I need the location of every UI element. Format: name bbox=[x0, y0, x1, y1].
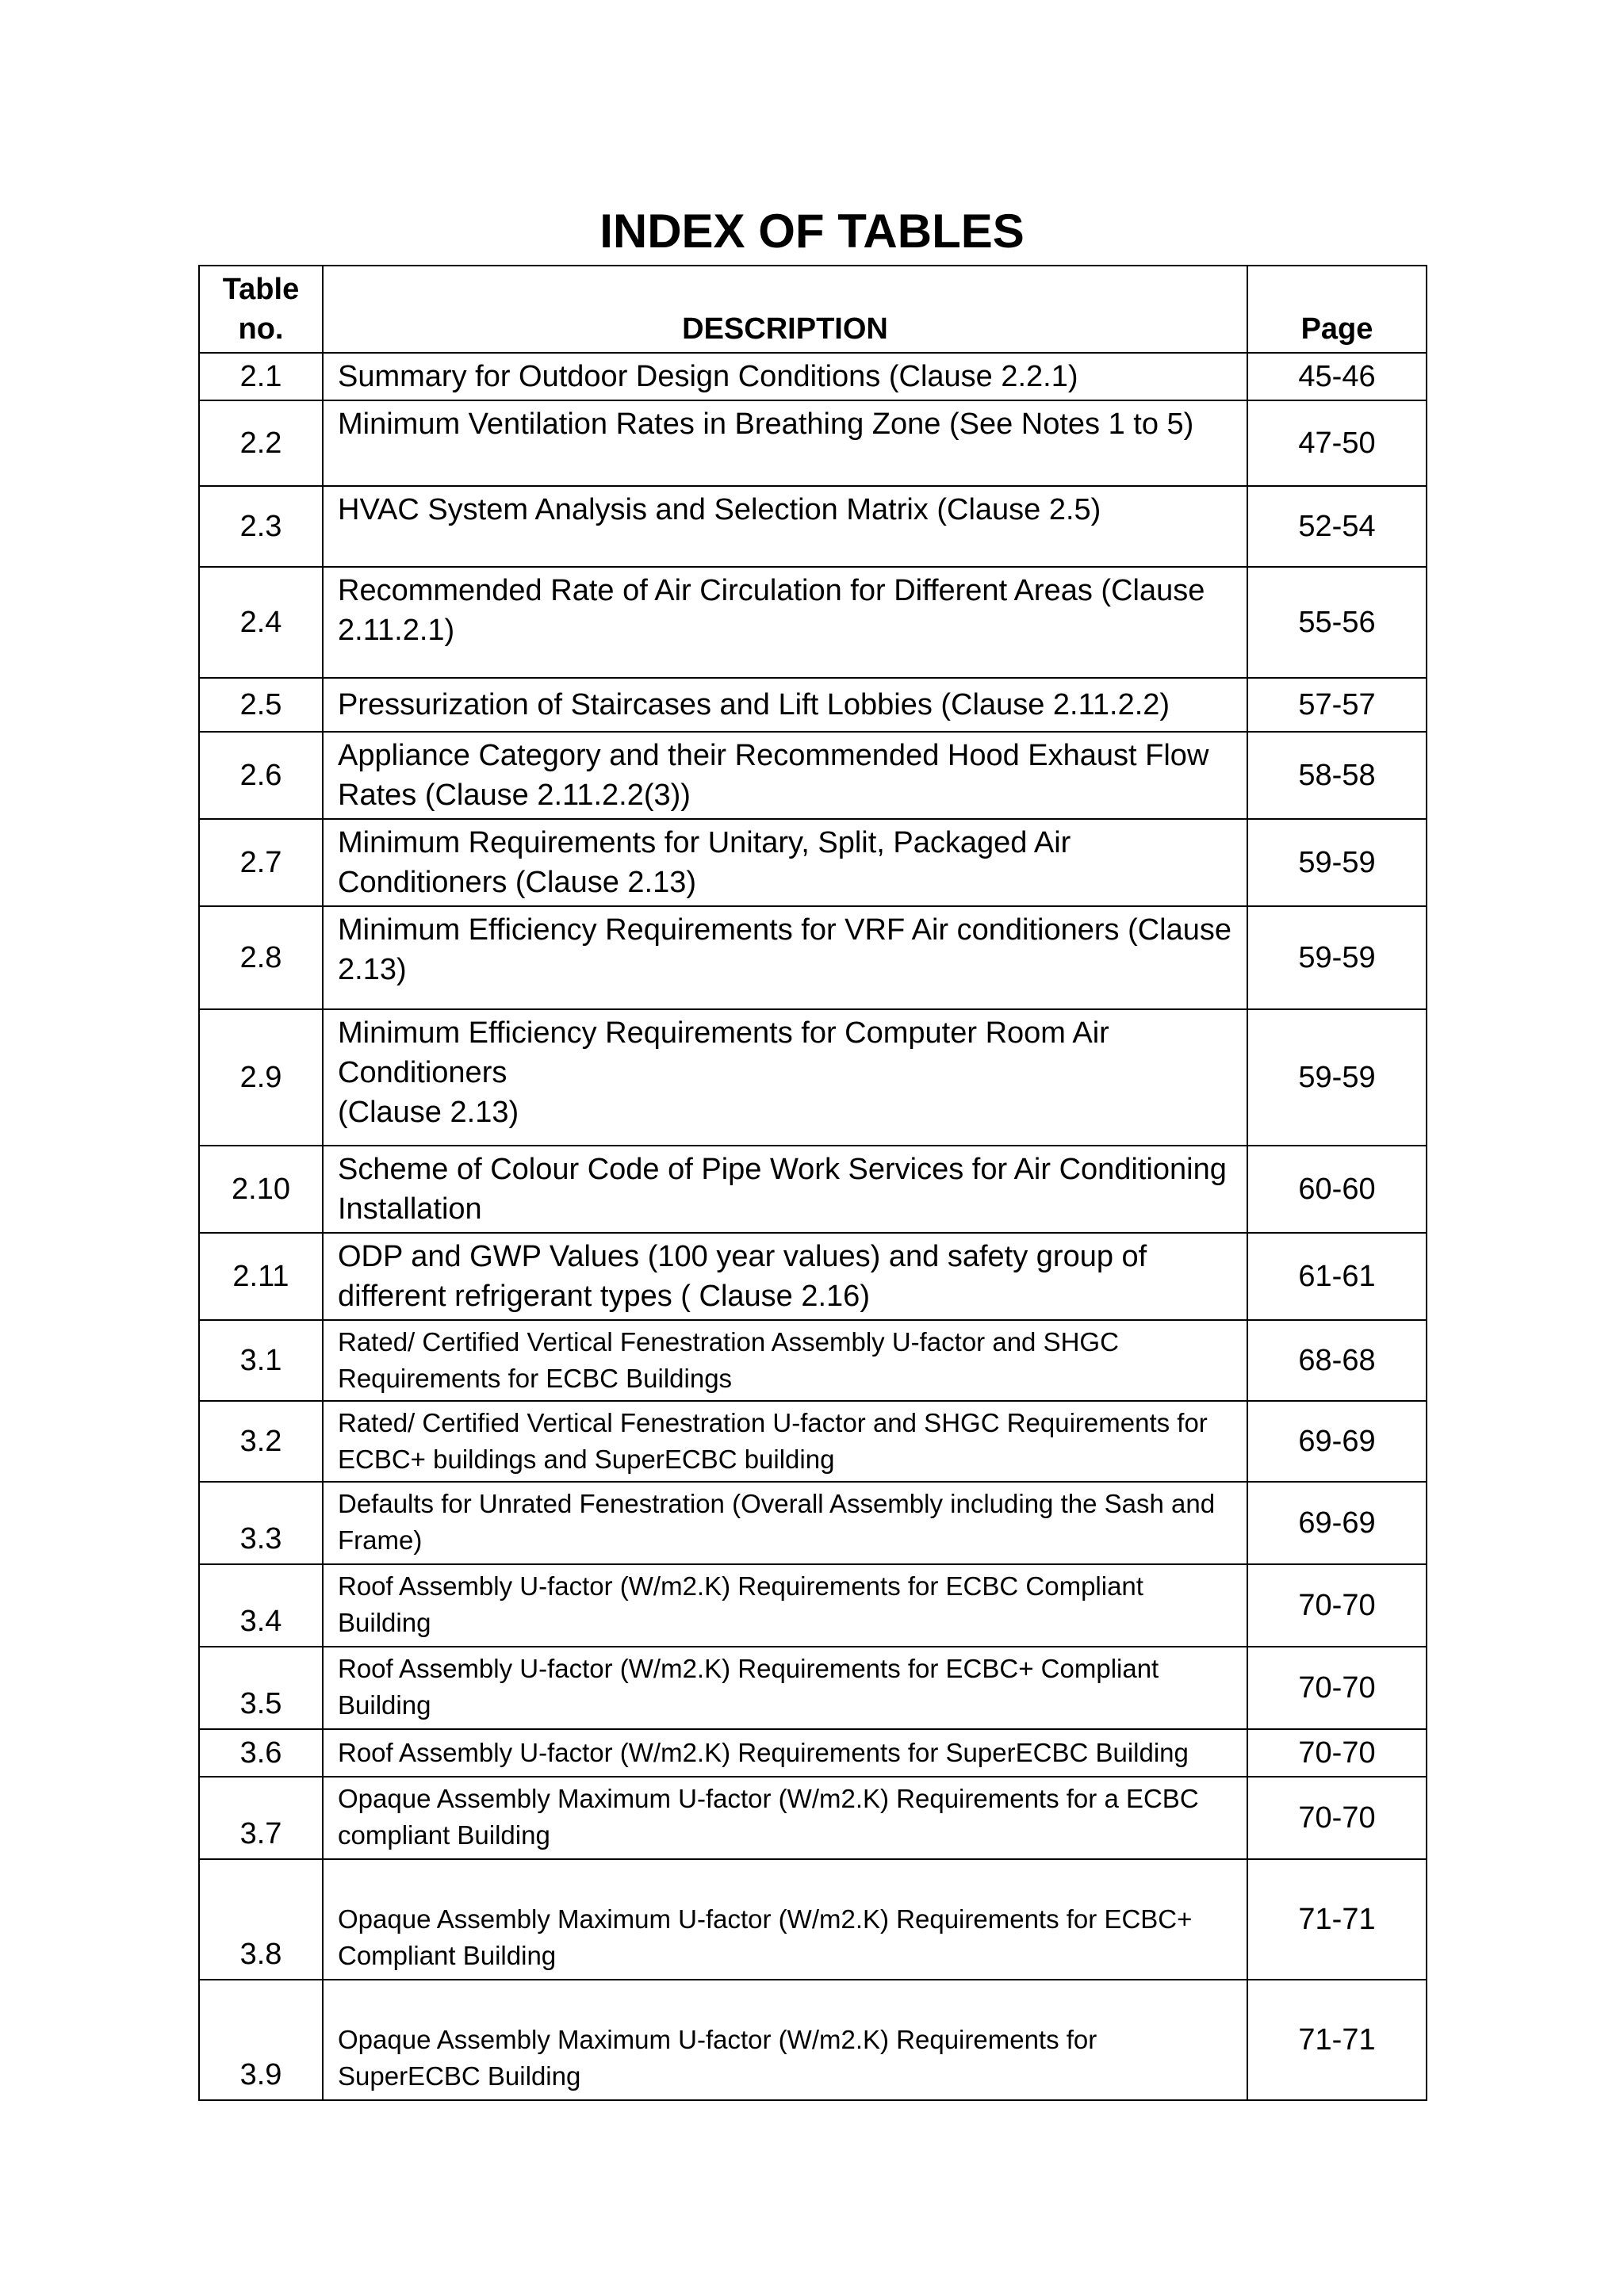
table-description: Rated/ Certified Vertical Fenestration Assembly U-factor and SHGC Requirements for ECBC Buildings bbox=[323, 1320, 1247, 1401]
page-range: 59-59 bbox=[1247, 819, 1427, 906]
table-row bbox=[199, 1647, 1427, 1729]
page-range: 71-71 bbox=[1247, 1859, 1427, 1980]
table-number: 3.7 bbox=[199, 1777, 323, 1859]
table-number: 3.1 bbox=[199, 1320, 323, 1401]
table-number: 3.9 bbox=[199, 1980, 323, 2100]
page-range: 68-68 bbox=[1247, 1320, 1427, 1401]
header-description: DESCRIPTION bbox=[323, 266, 1247, 353]
table-row bbox=[199, 1320, 1427, 1401]
page-range: 71-71 bbox=[1247, 1980, 1427, 2100]
table-number: 2.2 bbox=[199, 400, 323, 486]
table-description: Appliance Category and their Recommended Hood Exhaust Flow Rates (Clause 2.11.2.2(3)) bbox=[323, 732, 1247, 819]
table-number: 3.6 bbox=[199, 1729, 323, 1777]
table-description: Roof Assembly U-factor (W/m2.K) Requirements for ECBC Compliant Building bbox=[323, 1564, 1247, 1647]
page-title: INDEX OF TABLES bbox=[599, 205, 1025, 258]
header-table-no: Table no. bbox=[199, 266, 323, 353]
page-range: 45-46 bbox=[1247, 353, 1427, 400]
table-description: Minimum Requirements for Unitary, Split, Packaged Air Conditioners (Clause 2.13) bbox=[323, 819, 1247, 906]
table-row bbox=[199, 1482, 1427, 1564]
table-row bbox=[199, 1777, 1427, 1859]
table-number: 3.5 bbox=[199, 1647, 323, 1729]
table-description: Pressurization of Staircases and Lift Lobbies (Clause 2.11.2.2) bbox=[323, 678, 1247, 732]
table-number: 2.1 bbox=[199, 353, 323, 400]
table-description: Opaque Assembly Maximum U-factor (W/m2.K) Requirements for SuperECBC Building bbox=[323, 1980, 1247, 2100]
page-range: 47-50 bbox=[1247, 400, 1427, 486]
table-description: Roof Assembly U-factor (W/m2.K) Requirements for SuperECBC Building bbox=[323, 1729, 1247, 1777]
page-range: 69-69 bbox=[1247, 1401, 1427, 1482]
page-range: 69-69 bbox=[1247, 1482, 1427, 1564]
table-number: 3.3 bbox=[199, 1482, 323, 1564]
table-row bbox=[199, 400, 1427, 486]
page-range: 58-58 bbox=[1247, 732, 1427, 819]
table-description: Opaque Assembly Maximum U-factor (W/m2.K) Requirements for a ECBC compliant Building bbox=[323, 1777, 1247, 1859]
table-number: 2.5 bbox=[199, 678, 323, 732]
table-description: Rated/ Certified Vertical Fenestration U-factor and SHGC Requirements for ECBC+ buildings and SuperECBC building bbox=[323, 1401, 1247, 1482]
table-description: Scheme of Colour Code of Pipe Work Services for Air Conditioning Installation bbox=[323, 1146, 1247, 1233]
table-number: 2.10 bbox=[199, 1146, 323, 1233]
table-description: HVAC System Analysis and Selection Matrix (Clause 2.5) bbox=[323, 486, 1247, 567]
table-row bbox=[199, 1859, 1427, 1980]
page-range: 70-70 bbox=[1247, 1564, 1427, 1647]
table-number: 2.9 bbox=[199, 1009, 323, 1146]
table-row bbox=[199, 906, 1427, 1009]
table-description: Minimum Efficiency Requirements for VRF Air conditioners (Clause 2.13) bbox=[323, 906, 1247, 1009]
index-table bbox=[198, 265, 1427, 2101]
table-number: 2.11 bbox=[199, 1233, 323, 1320]
table-description: Summary for Outdoor Design Conditions (Clause 2.2.1) bbox=[323, 353, 1247, 400]
table-description: Recommended Rate of Air Circulation for Different Areas (Clause 2.11.2.1) bbox=[323, 567, 1247, 678]
table-number: 3.8 bbox=[199, 1859, 323, 1980]
page-range: 61-61 bbox=[1247, 1233, 1427, 1320]
table-row bbox=[199, 1233, 1427, 1320]
table-number: 3.4 bbox=[199, 1564, 323, 1647]
page-range: 70-70 bbox=[1247, 1777, 1427, 1859]
table-row bbox=[199, 1146, 1427, 1233]
table-number: 2.4 bbox=[199, 567, 323, 678]
table-row bbox=[199, 1009, 1427, 1146]
table-row bbox=[199, 732, 1427, 819]
table-row bbox=[199, 819, 1427, 906]
table-number: 2.6 bbox=[199, 732, 323, 819]
table-row bbox=[199, 1729, 1427, 1777]
page-range: 52-54 bbox=[1247, 486, 1427, 567]
table-row bbox=[199, 1564, 1427, 1647]
page-range: 55-56 bbox=[1247, 567, 1427, 678]
table-description: Minimum Ventilation Rates in Breathing Zone (See Notes 1 to 5) bbox=[323, 400, 1247, 486]
table-description: Opaque Assembly Maximum U-factor (W/m2.K) Requirements for ECBC+ Compliant Building bbox=[323, 1859, 1247, 1980]
page-range: 70-70 bbox=[1247, 1729, 1427, 1777]
table-header-row bbox=[199, 266, 1427, 353]
table-description: Minimum Efficiency Requirements for Computer Room Air Conditioners (Clause 2.13) bbox=[323, 1009, 1247, 1146]
page-range: 60-60 bbox=[1247, 1146, 1427, 1233]
table-description: ODP and GWP Values (100 year values) and safety group of different refrigerant types ( Clause 2.16) bbox=[323, 1233, 1247, 1320]
table-row bbox=[199, 486, 1427, 567]
table-row bbox=[199, 353, 1427, 400]
table-row bbox=[199, 678, 1427, 732]
table-row bbox=[199, 1980, 1427, 2100]
page-range: 57-57 bbox=[1247, 678, 1427, 732]
table-row bbox=[199, 1401, 1427, 1482]
page-range: 59-59 bbox=[1247, 1009, 1427, 1146]
table-description: Defaults for Unrated Fenestration (Overall Assembly including the Sash and Frame) bbox=[323, 1482, 1247, 1564]
table-description: Roof Assembly U-factor (W/m2.K) Requirements for ECBC+ Compliant Building bbox=[323, 1647, 1247, 1729]
table-number: 2.3 bbox=[199, 486, 323, 567]
table-row bbox=[199, 567, 1427, 678]
header-page: Page bbox=[1247, 266, 1427, 353]
page-range: 70-70 bbox=[1247, 1647, 1427, 1729]
table-number: 2.7 bbox=[199, 819, 323, 906]
table-number: 3.2 bbox=[199, 1401, 323, 1482]
page-range: 59-59 bbox=[1247, 906, 1427, 1009]
table-number: 2.8 bbox=[199, 906, 323, 1009]
